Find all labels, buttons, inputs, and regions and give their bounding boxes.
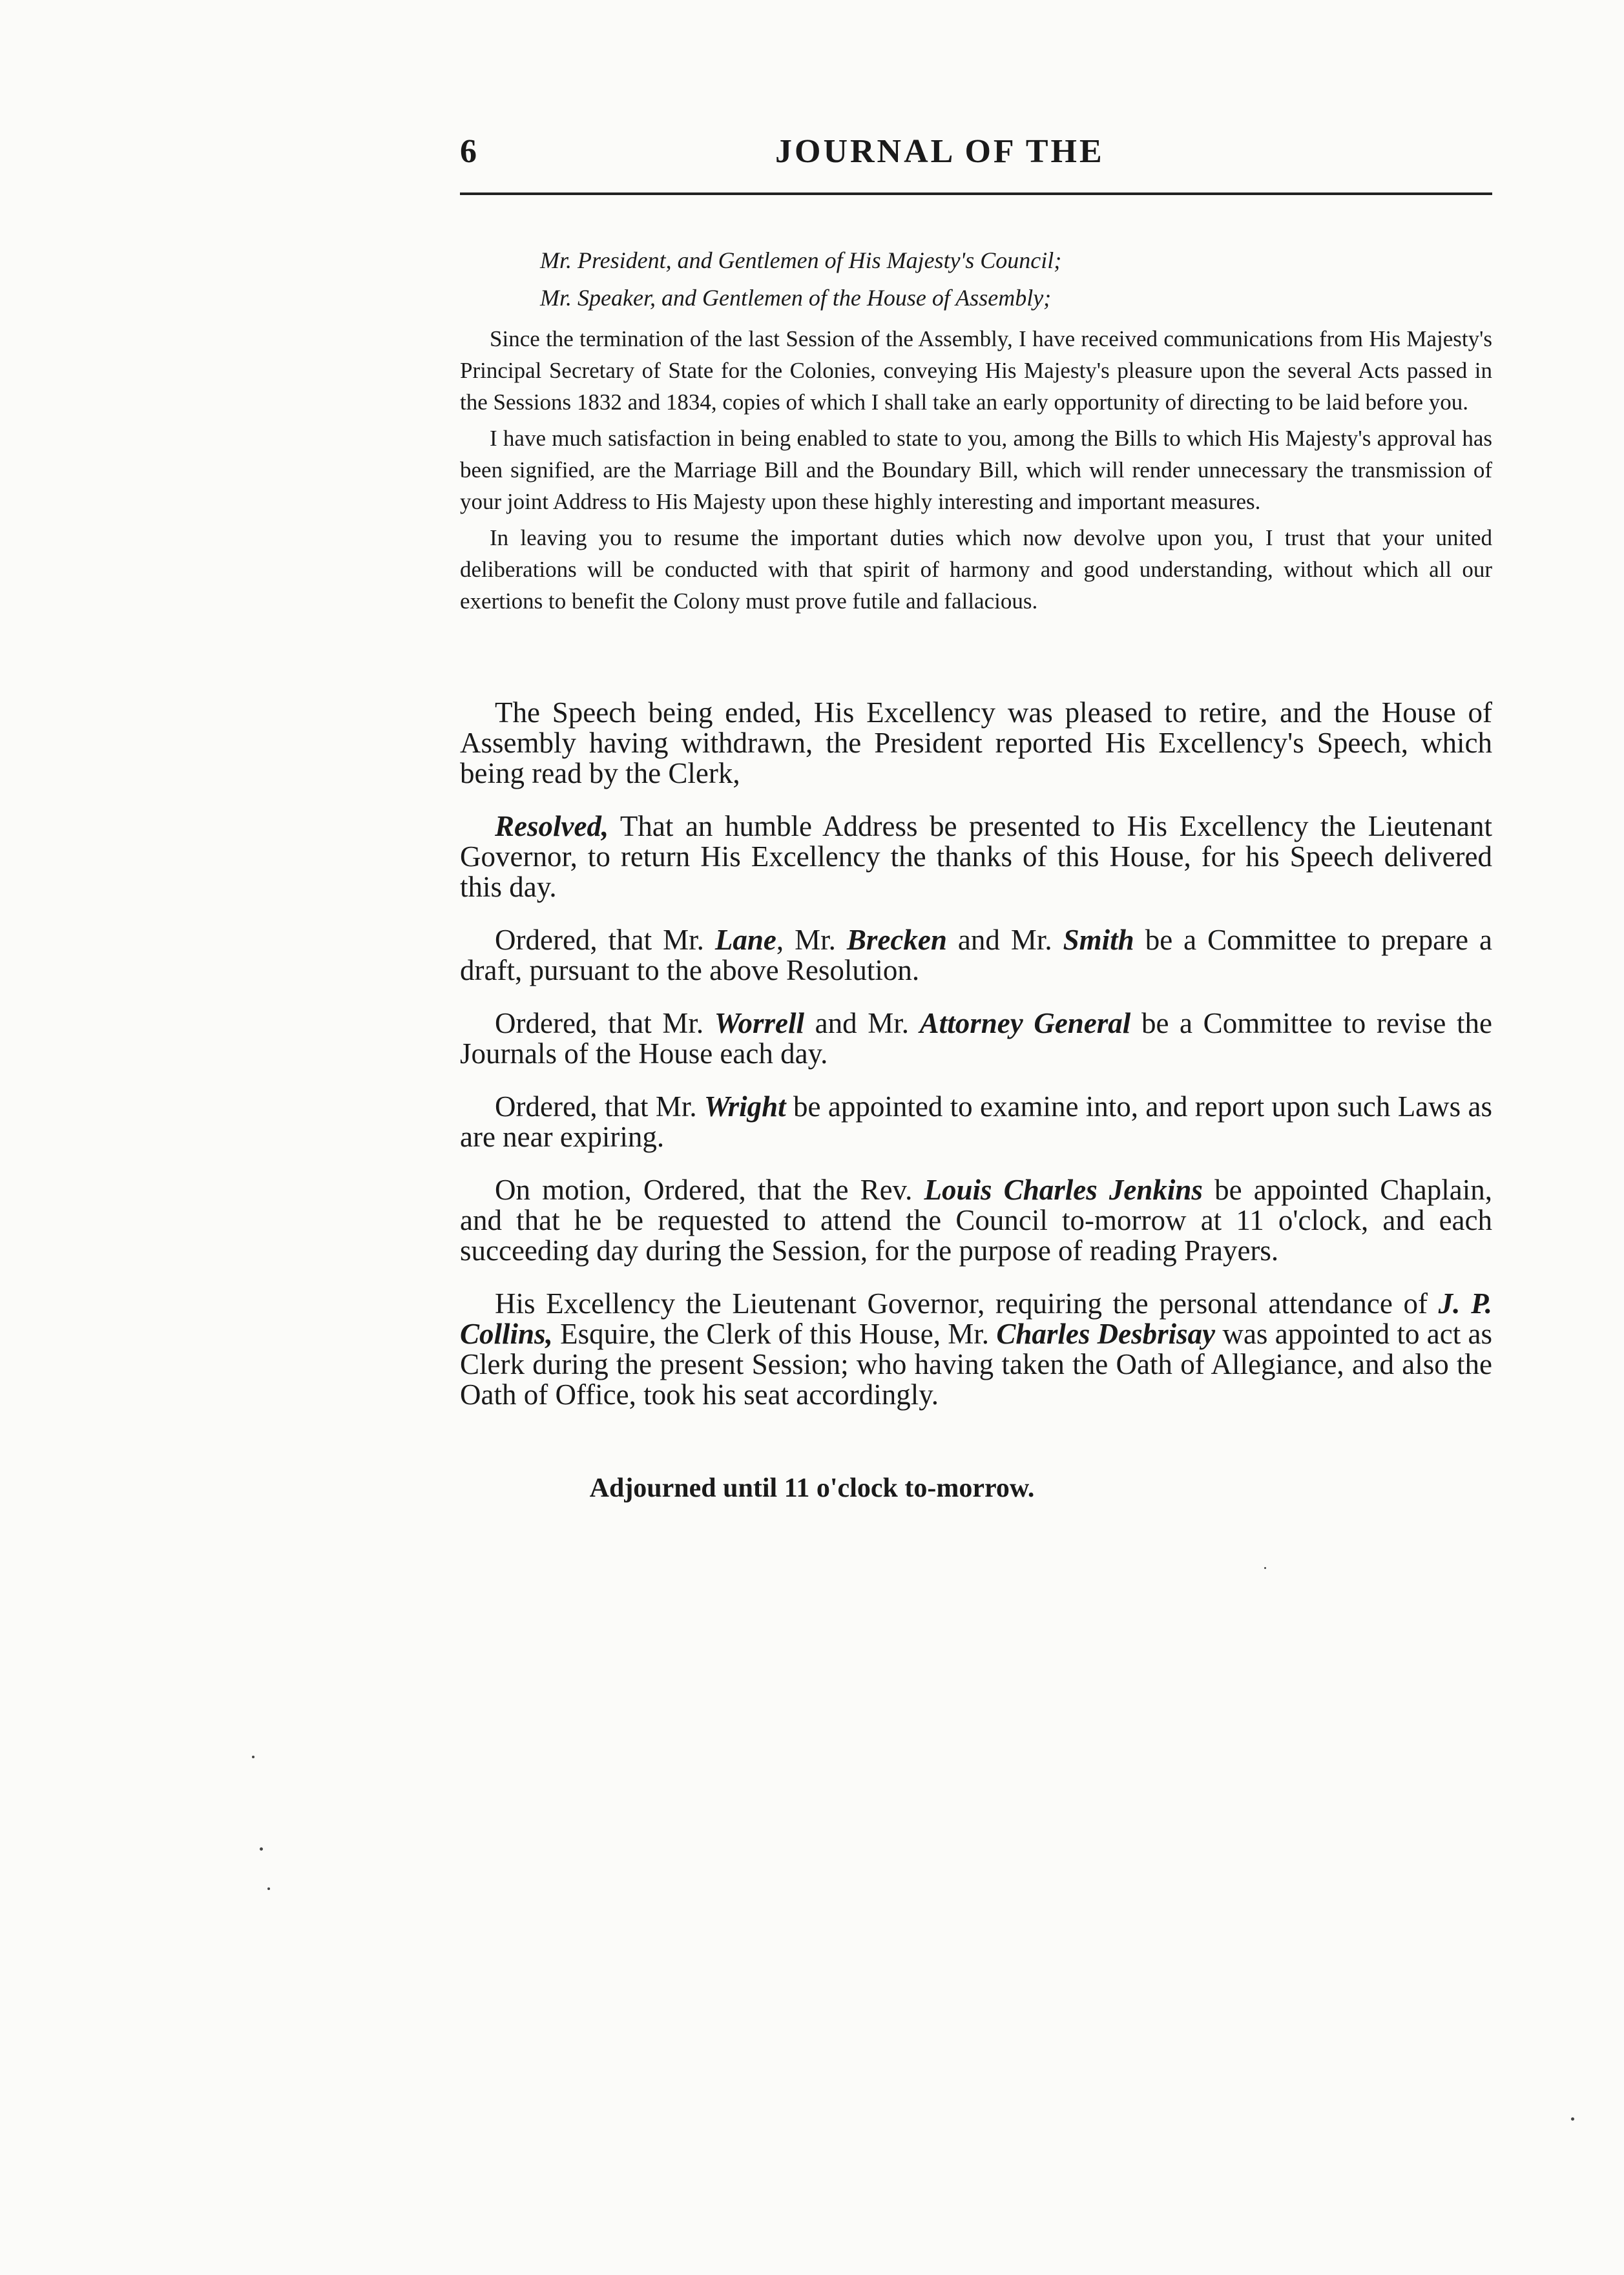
speech-paragraph: I have much satisfaction in being enabled to state to you, among the Bills to which His Majesty's approval has been signified, are the Marriage Bill and the Boundary Bill, which will render unnecessary the transmission of your joint Address to His Majesty upon these highly interesting and important measures. — [460, 426, 1492, 514]
adjourned-line: Adjourned until 11 o'clock to-morrow. — [589, 1473, 1035, 1503]
journal-entries — [460, 698, 1492, 1433]
running-title: JOURNAL OF THE — [775, 133, 1105, 170]
member-name: Louis Charles Jenkins — [924, 1174, 1203, 1206]
page-number: 6 — [460, 133, 477, 170]
entry-committee-journals: Ordered, that Mr. Worrell and Mr. Attorney General be a Committee to revise the Journals of the House each day. — [460, 1007, 1492, 1070]
resolved-label: Resolved, — [495, 810, 609, 842]
salutation-assembly: Mr. Speaker, and Gentlemen of the House of Assembly; — [540, 285, 1052, 311]
entry-chaplain: On motion, Ordered, that the Rev. Louis Charles Jenkins be appointed Chaplain, and that he be requested to attend the Council to-morrow at 11 o'clock, and each succeeding day during the Session, for the purpose of reading Prayers. — [460, 1174, 1492, 1267]
governor-speech — [460, 323, 1492, 621]
paper-speck — [1571, 2117, 1574, 2121]
entry-clerk: His Excellency the Lieutenant Governor, requiring the personal attendance of J. P. Collins, Esquire, the Clerk of this House, Mr. Charles Desbrisay was appointed to act as Clerk during the present Session; who having taken the Oath of Allegiance, and also the Oath of Office, took his seat accordingly. — [460, 1287, 1493, 1411]
member-name: Attorney General — [919, 1007, 1131, 1039]
salutation-council: Mr. President, and Gentlemen of His Majesty's Council; — [540, 247, 1062, 273]
member-name: Brecken — [846, 924, 947, 956]
speech-paragraph: In leaving you to resume the important duties which now devolve upon you, I trust that your united deliberations will be conducted with that spirit of harmony and good understanding, without which all our exertions to benefit the Colony must prove futile and fallacious. — [460, 525, 1492, 614]
member-name: J. P. Collins, — [460, 1287, 1493, 1350]
speech-paragraph: Since the termination of the last Session of the Assembly, I have received communications from His Majesty's Principal Secretary of State for the Colonies, conveying His Majesty's pleasure upon the several Acts passed in the Sessions 1832 and 1834, copies of which I shall take an early opportunity of directing to be laid before you. — [460, 326, 1492, 415]
member-name: Smith — [1063, 924, 1134, 956]
paper-speck — [1264, 1567, 1266, 1569]
paper-speck — [252, 1756, 255, 1758]
entry-expiring-laws: Ordered, that Mr. Wright be appointed to examine into, and report upon such Laws as are near expiring. — [460, 1090, 1492, 1153]
entry-speech-ended: The Speech being ended, His Excellency was pleased to retire, and the House of Assembly having withdrawn, the President reported His Excellency's Speech, which being read by the Clerk, — [460, 696, 1492, 789]
entry-committee-draft: Ordered, that Mr. Lane, Mr. Brecken and Mr. Smith be a Committee to prepare a draft, pursuant to the above Resolution. — [460, 924, 1492, 986]
running-head — [460, 132, 1494, 184]
member-name: Lane — [714, 924, 776, 956]
entry-resolved: Resolved, That an humble Address be presented to His Excellency the Lieutenant Governor, to return His Excellency the thanks of this House, for his Speech delivered this day. — [460, 810, 1492, 903]
member-name: Worrell — [714, 1007, 805, 1039]
member-name: Wright — [703, 1090, 786, 1123]
member-name: Charles Desbrisay — [996, 1318, 1216, 1350]
paper-speck — [267, 1887, 270, 1890]
paper-speck — [260, 1847, 263, 1851]
header-rule — [460, 192, 1492, 195]
